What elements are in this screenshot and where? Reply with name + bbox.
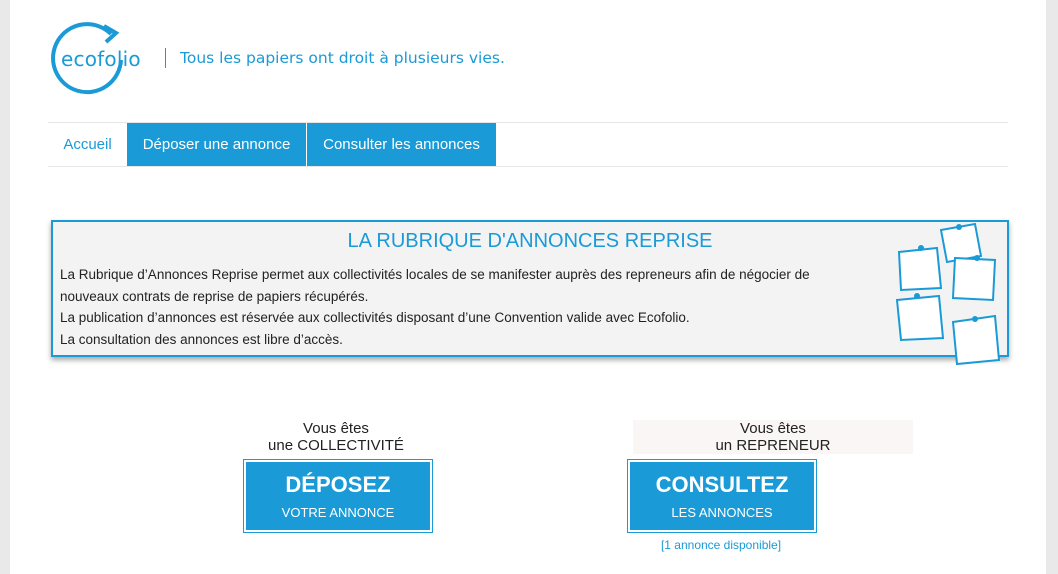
repreneur-label [633,420,913,454]
consultez-button[interactable] [627,459,817,533]
nav-deposer-annonce[interactable]: Déposer une annonce [127,123,306,166]
panel-line: La Rubrique d’Annonces Reprise permet aux collectivités locales de se manifester auprès des repreneurs afin de négocier de nouveaux contrats de reprise de papiers récupérés. [60,267,810,304]
pinned-notes-icon [891,218,1011,366]
logo-divider [165,48,166,68]
repreneur-line2: un REPRENEUR [715,437,831,454]
panel-description [60,264,870,350]
consultez-button-title: CONSULTEZ [655,472,789,497]
panel-title: LA RUBRIQUE D'ANNONCES REPRISE [347,230,713,252]
main-nav [48,122,1008,167]
deposez-button-subtitle: VOTRE ANNONCE [281,505,395,520]
ecofolio-logo[interactable] [48,22,508,98]
collectivite-line1: Vous êtes [303,420,369,437]
repreneur-line1: Vous êtes [740,420,806,437]
brand-name: ecofolio [61,47,141,71]
panel-line: La publication d’annonces est réservée aux collectivités disposant d’une Convention valide avec Ecofolio. [60,310,690,325]
collectivite-line2: une COLLECTIVITÉ [268,437,404,454]
deposez-button-title: DÉPOSEZ [285,472,391,497]
page [10,0,1046,574]
nav-accueil[interactable]: Accueil [63,136,112,153]
info-panel [51,220,1009,357]
consultez-button-subtitle: LES ANNONCES [671,505,773,520]
brand-tagline: Tous les papiers ont droit à plusieurs vies. [180,49,505,67]
nav-consulter-annonces[interactable]: Consulter les annonces [307,123,496,166]
deposez-button[interactable] [243,459,433,533]
panel-line: La consultation des annonces est libre d’accès. [60,331,343,347]
collectivite-label [242,420,430,454]
annonce-count-link[interactable]: [1 annonce disponible] [660,538,782,552]
